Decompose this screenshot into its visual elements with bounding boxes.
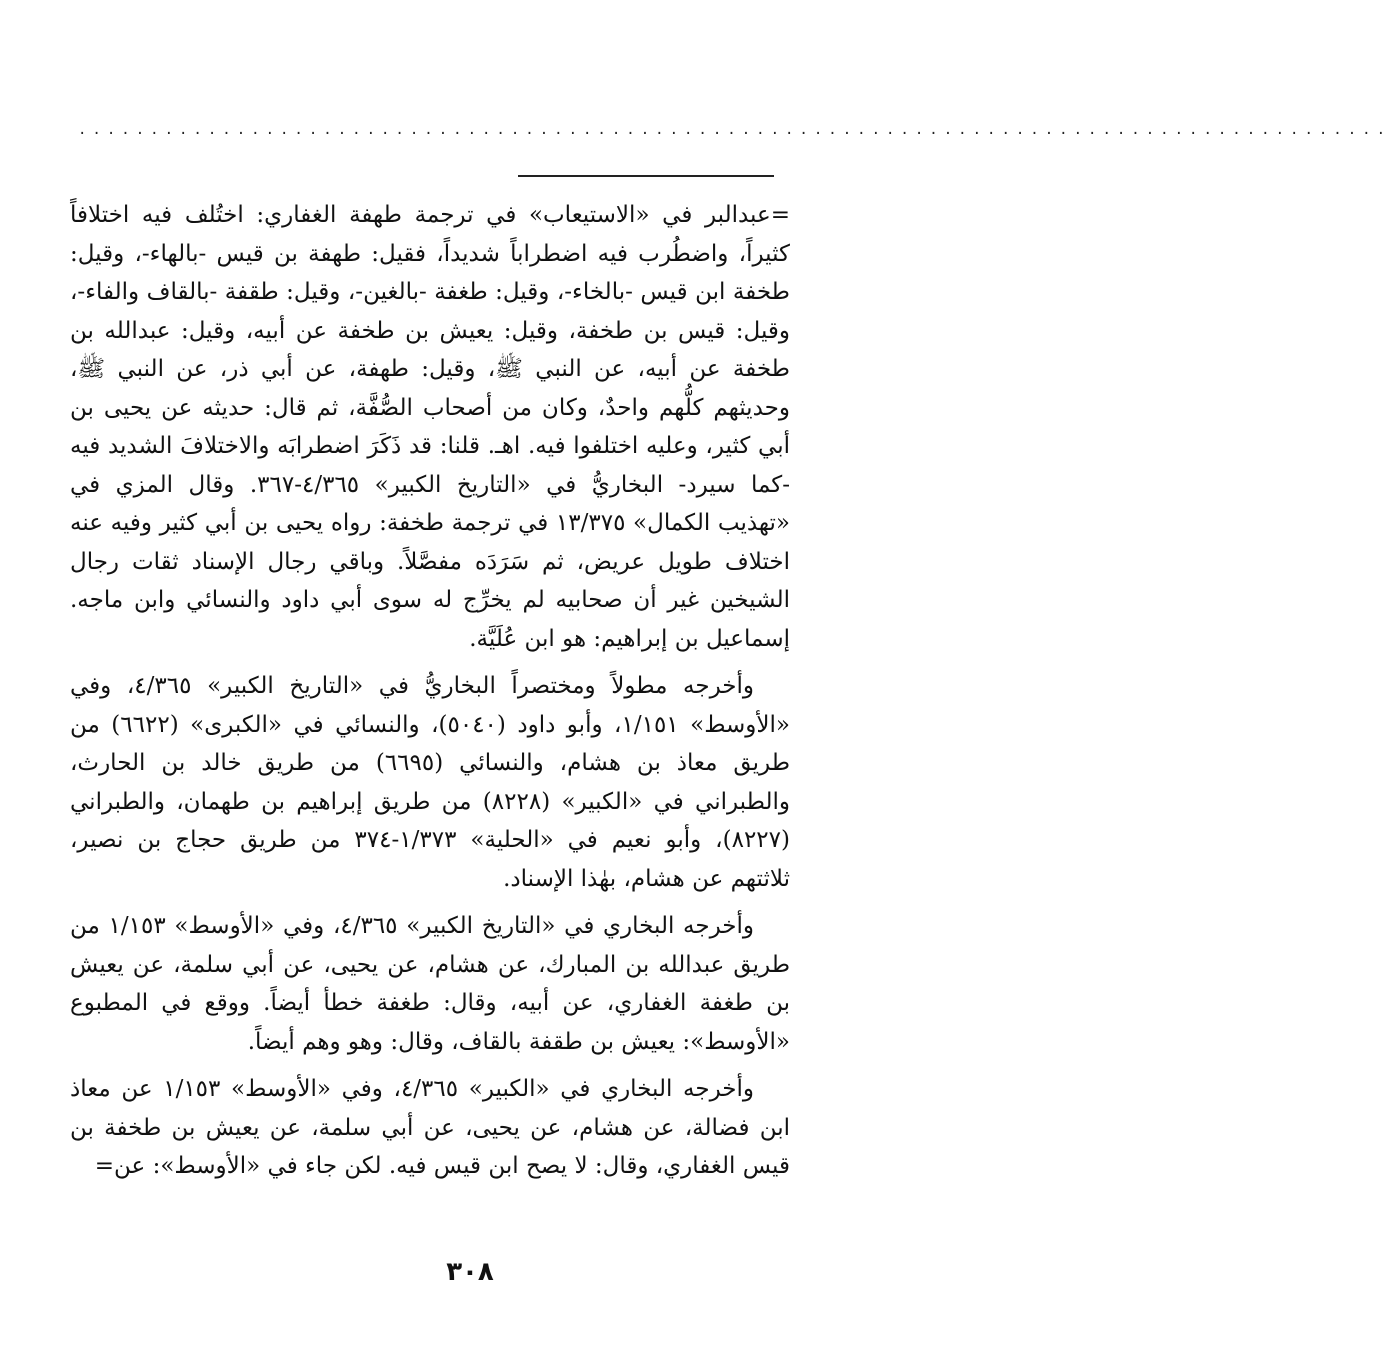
dotted-separator: ........................................................................................... xyxy=(78,122,1391,138)
footnote-paragraph-4: وأخرجه البخاري في «الكبير» ٤/٣٦٥، وفي «الأوسط» ١/١٥٣ عن معاذ ابن فضالة، عن هشام، عن يحيى، عن أبي سلمة، عن يعيش بن طخفة بن قيس الغفاري، وقال: لا يصح ابن قيس فيه. لكن جاء في «الأوسط»: عن= xyxy=(70,1076,790,1179)
footnote-paragraph-2: وأخرجه مطولاً ومختصراً البخاريُّ في «التاريخ الكبير» ٤/٣٦٥، وفي «الأوسط» ١/١٥١، وأبو داود (٥٠٤٠)، والنسائي في «الكبرى» (٦٦٢٢) من طريق معاذ بن هشام، والنسائي (٦٦٩٥) من طريق خالد بن الحارث، والطبراني في «الكبير» (٨٢٢٨) من طريق إبراهيم بن طهمان، والطبراني (٨٢٢٧)، وأبو نعيم في «الحلية» ١/٣٧٣-٣٧٤ من طريق حجاج بن نصير، ثلاثتهم عن هشام، بهٰذا الإسناد. xyxy=(70,673,790,892)
footnote-text xyxy=(70,196,790,1186)
footnote-rule xyxy=(518,175,774,177)
footnote-paragraph-3: وأخرجه البخاري في «التاريخ الكبير» ٤/٣٦٥، وفي «الأوسط» ١/١٥٣ من طريق عبدالله بن المبارك، عن هشام، عن يحيى، عن أبي سلمة، عن يعيش بن طغفة الغفاري، عن أبيه، وقال: طغفة خطأ أيضاً. ووقع في المطبوع «الأوسط»: يعيش بن طقفة بالقاف، وقال: وهو وهم أيضاً. xyxy=(70,913,790,1055)
footnote-paragraph-1: =عبدالبر في «الاستيعاب» في ترجمة طهفة الغفاري: اختُلف فيه اختلافاً كثيراً، واضطُرب فيه اضطراباً شديداً، فقيل: طهفة بن قيس -بالهاء-، وقيل: طخفة ابن قيس -بالخاء-، وقيل: طغفة -بالغين-، وقيل: طقفة -بالقاف والفاء-، وقيل: قيس بن طخفة، وقيل: يعيش بن طخفة عن أبيه، وقيل: عبدالله بن طخفة عن أبيه، عن النبي ﷺ، وقيل: طهفة، عن أبي ذر، عن النبي ﷺ، وحديثهم كلُّهم واحدٌ، وكان من أصحاب الصُّفَّة، ثم قال: حديثه عن يحيى بن أبي كثير، وعليه اختلفوا فيه. اهـ. قلنا: قد ذَكَرَ اضطرابَه والاختلافَ الشديد فيه -كما سيرد- البخاريُّ في «التاريخ الكبير» ٤/٣٦٥-٣٦٧. وقال المزي في «تهذيب الكمال» ١٣/٣٧٥ في ترجمة طخفة: رواه يحيى بن أبي كثير وفيه عنه اختلاف طويل عريض، ثم سَرَدَه مفصَّلاً. وباقي رجال الإسناد ثقات رجال الشيخين غير أن صحابيه لم يخرِّج له سوى أبي داود والنسائي وابن ماجه. إسماعيل بن إبراهيم: هو ابن عُلَيَّة. xyxy=(70,202,790,652)
page-number: ٣٠٨ xyxy=(446,1257,494,1287)
